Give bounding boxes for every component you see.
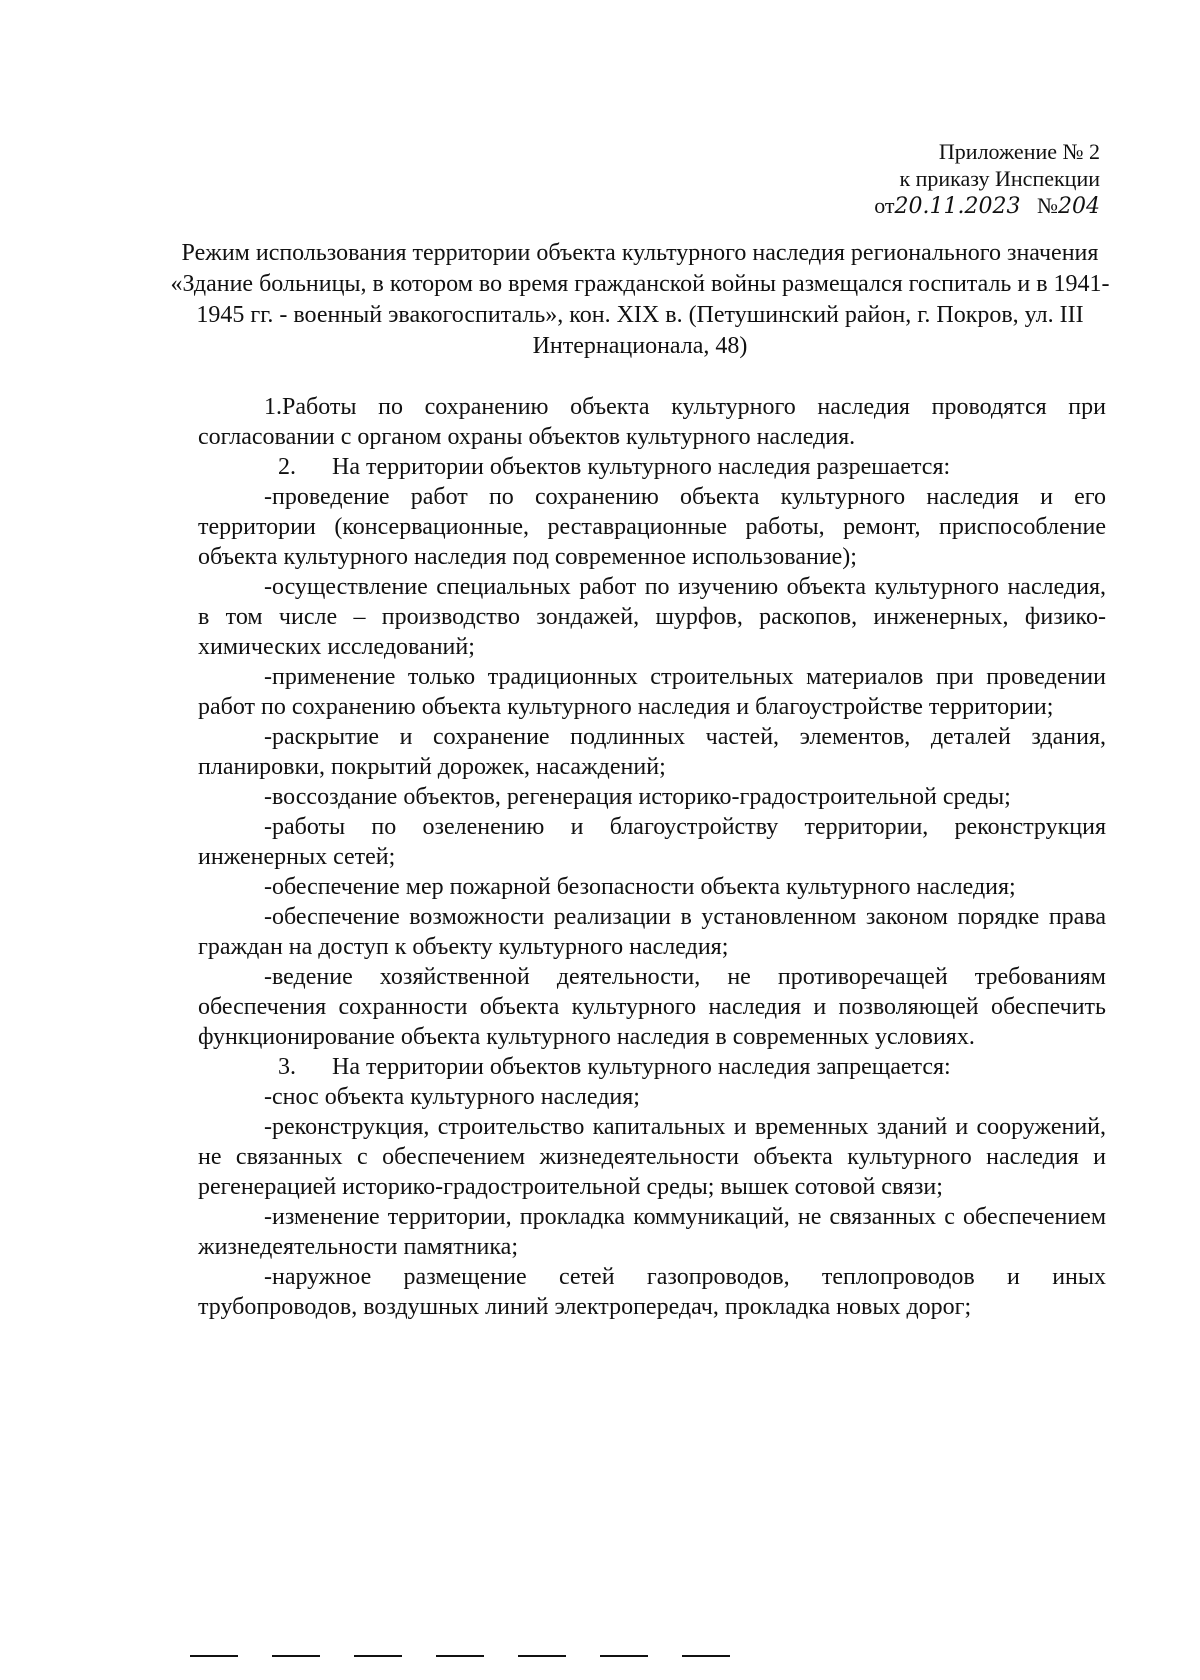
- dash: [600, 1655, 648, 1657]
- list-item: -проведение работ по сохранению объекта культурного наследия и его территории (консервационные, реставрационные работы, ремонт, приспособление объекта культурного наследия под современное использование);: [198, 484, 1106, 570]
- dash: [354, 1655, 402, 1657]
- dash: [682, 1655, 730, 1657]
- dash: [190, 1655, 238, 1657]
- list-item: -изменение территории, прокладка коммуникаций, не связанных с обеспечением жизнедеятельности памятника;: [198, 1204, 1106, 1260]
- appendix-number: Приложение № 2: [938, 139, 1100, 164]
- list-item: -воссоздание объектов, регенерация историко-градостроительной среды;: [264, 784, 1011, 810]
- list-item: -реконструкция, строительство капитальных и временных зданий и сооружений, не связанных с обеспечением жизнедеятельности объекта культурного наследия и регенерацией историко-градостроительной среды; вышек сотовой связи;: [198, 1114, 1106, 1200]
- footer-dash-line: [190, 1655, 730, 1659]
- list-item: -применение только традиционных строительных материалов при проведении работ по сохранению объекта культурного наследия и благоустройстве территории;: [198, 664, 1106, 720]
- document-body: [198, 392, 1106, 1322]
- list-item: -ведение хозяйственной деятельности, не противоречащей требованиям обеспечения сохранности объекта культурного наследия и позволяющей обеспечить функционирование объекта культурного наследия в современных условиях.: [198, 964, 1106, 1050]
- order-date-number: [874, 192, 1100, 220]
- date-prefix: от: [874, 193, 895, 218]
- document-title: Режим использования территории объекта культурного наследия регионального значения «Здание больницы, в котором во время гражданской войны размещался госпиталь и в 1941-1945 гг. - военный эвакогоспиталь», кон. XIX в. (Петушинский район, г. Покров, ул. III Интернационала, 48): [170, 240, 1110, 359]
- dash: [436, 1655, 484, 1657]
- handwritten-date: 20.11.2023: [894, 194, 1021, 219]
- appendix-header: [874, 138, 1100, 220]
- paragraph-1: 1.Работы по сохранению объекта культурного наследия проводятся при согласовании с органом охраны объектов культурного наследия.: [198, 394, 1106, 450]
- handwritten-number: 204: [1058, 194, 1100, 219]
- order-reference: к приказу Инспекции: [899, 166, 1100, 191]
- list-item: -наружное размещение сетей газопроводов, теплопроводов и иных трубопроводов, воздушных линий электропередач, прокладка новых дорог;: [198, 1264, 1106, 1320]
- list-item: -раскрытие и сохранение подлинных частей, элементов, деталей здания, планировки, покрытий дорожек, насаждений;: [198, 724, 1106, 780]
- list-item: -снос объекта культурного наследия;: [264, 1084, 640, 1110]
- list-item: -обеспечение мер пожарной безопасности объекта культурного наследия;: [264, 874, 1016, 900]
- list-item: -работы по озеленению и благоустройству территории, реконструкция инженерных сетей;: [198, 814, 1106, 870]
- list-item: -обеспечение возможности реализации в установленном законом порядке права граждан на доступ к объекту культурного наследия;: [198, 904, 1106, 960]
- section-3-heading: 3. На территории объектов культурного наследия запрещается:: [278, 1054, 951, 1080]
- dash: [518, 1655, 566, 1657]
- section-2-heading: 2. На территории объектов культурного наследия разрешается:: [278, 454, 951, 480]
- number-prefix: №: [1037, 193, 1058, 218]
- list-item: -осуществление специальных работ по изучению объекта культурного наследия, в том числе – производство зондажей, шурфов, раскопов, инженерных, физико-химических исследований;: [198, 574, 1106, 660]
- dash: [272, 1655, 320, 1657]
